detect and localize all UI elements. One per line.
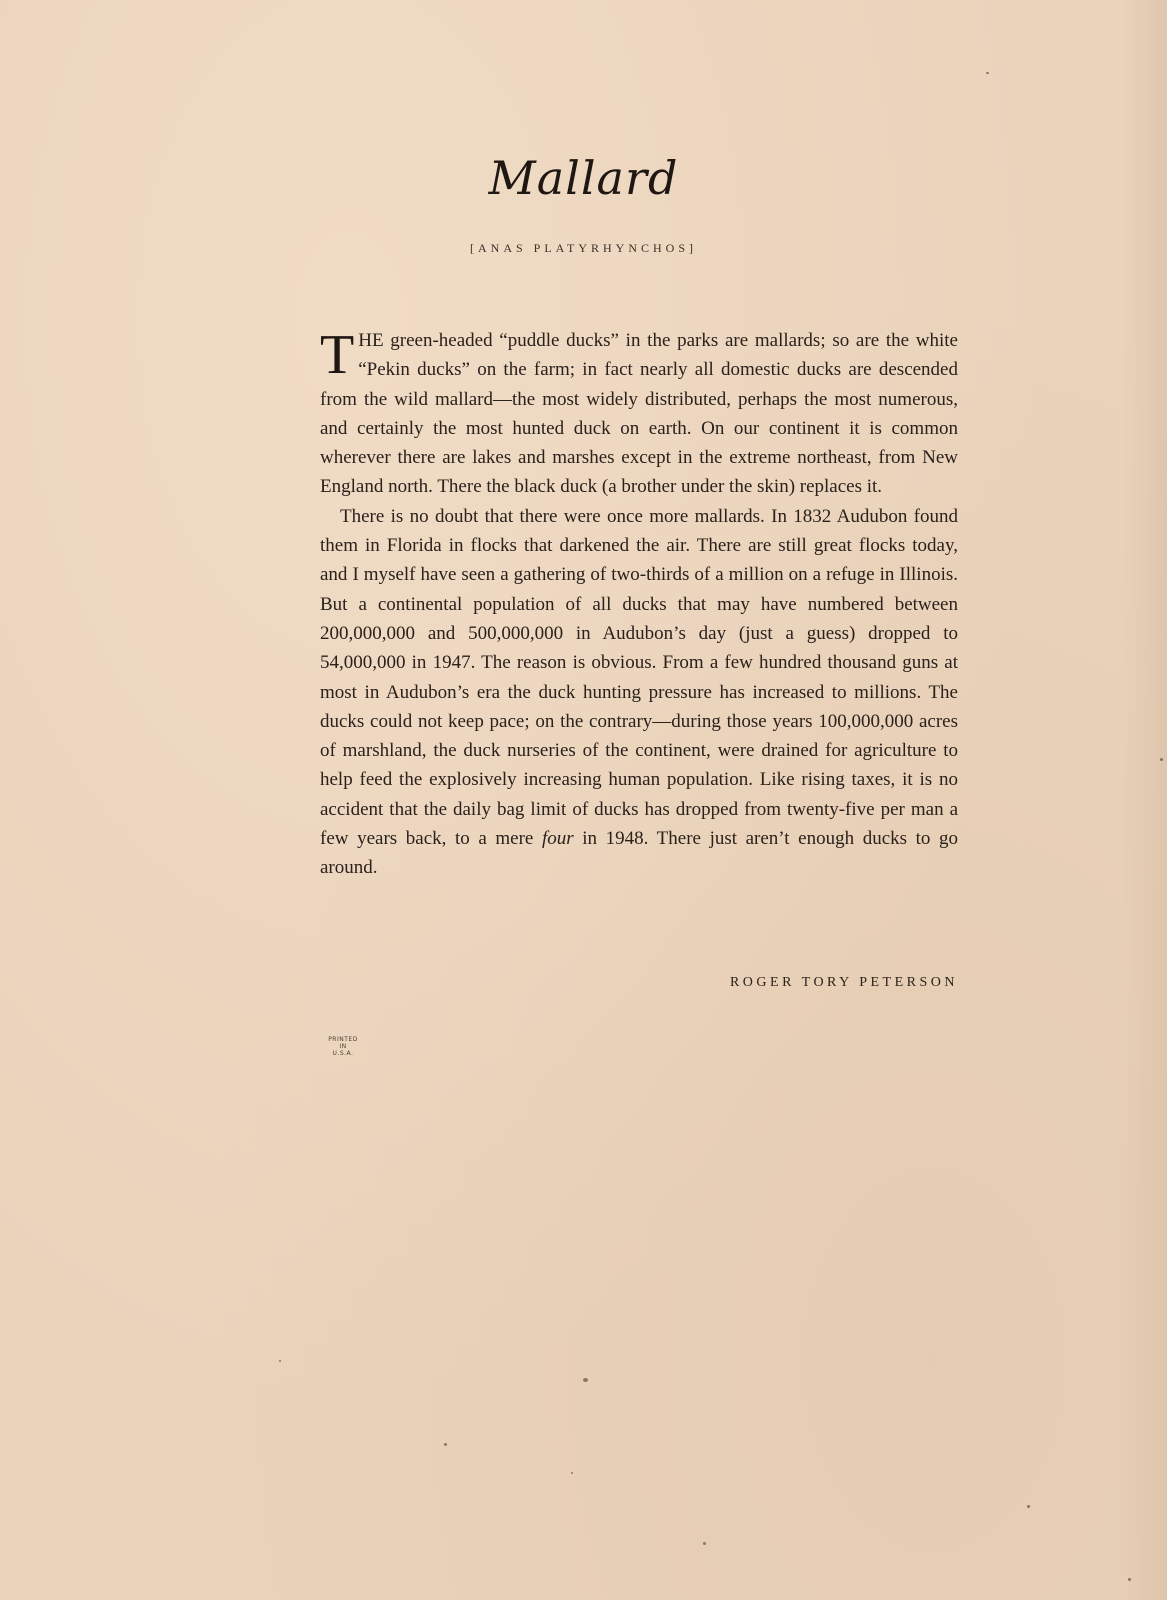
paragraph-two-text: There is no doubt that there were once more mallards. In 1832 Audubon found them in Florida in flocks that darkened the air. There are still great flocks today, and I myself have seen a gathering of two-thirds of a million on a refuge in Illinois. But a continental population of all ducks that may have numbered between 200,000,000 and 500,000,000 in Audubon’s day (just a guess) dropped to 54,000,000 in 1947. The reason is obvious. From a few hundred thousand guns at most in Audubon’s era the duck hunting pressure has increased to millions. The ducks could not keep pace; on the contrary—during those years 100,000,000 acres of marshland, the duck nurseries of the continent, were drained for agriculture to help feed the explosively increasing human population. Like rising taxes, it is no accident that the daily bag limit of ducks has dropped from twenty-five per man a few years back, to a mere [320,505,958,850]
paper-speck [986,72,989,74]
paper-speck [583,1378,588,1382]
paragraph-one [320,326,958,502]
stamp-line-usa: U.S.A. [332,1050,354,1057]
printed-in-usa-stamp [318,1036,368,1057]
paper-speck [444,1443,447,1446]
stamp-line-printed: PRINTED [328,1036,358,1043]
paragraph-one-text: HE green-headed “puddle ducks” in the parks are mallards; so are the white “Pekin ducks” on the farm; in fact nearly all domestic ducks are descended from the wild mallard—the most widely distributed, perhaps the most numerous, and certainly the most hunted duck on earth. On our continent it is common wherever there are lakes and marshes except in the extreme northeast, from New England north. There the black duck (a brother under the skin) replaces it. [320,330,958,498]
essay-body [320,326,958,883]
page-title: Mallard [488,151,679,205]
paper-speck [703,1542,706,1545]
paper-speck [1160,758,1163,761]
scientific-name: [ANAS PLATYRHYNCHOS] [469,241,697,255]
paper-speck [1027,1505,1030,1508]
stamp-line-in: IN [339,1043,347,1050]
drop-cap: T [320,324,355,386]
paper-speck [279,1360,281,1362]
paper-speck [571,1472,573,1474]
paragraph-two [320,502,958,883]
paragraph-two-ending: in 1948. There just aren’t enough ducks to go around. [320,828,959,879]
italic-word: four [541,828,574,850]
author-byline: ROGER TORY PETERSON [729,975,958,990]
paper-speck [1128,1578,1131,1581]
